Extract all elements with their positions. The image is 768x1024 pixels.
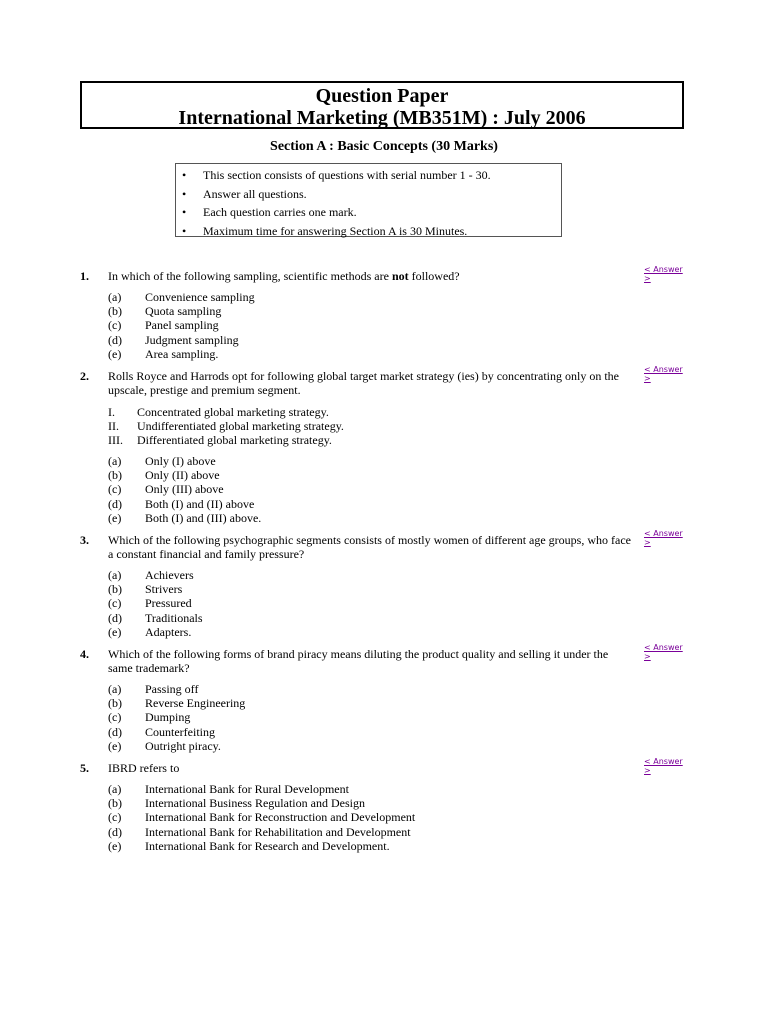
option-d: (d) Both (I) and (II) above: [108, 496, 255, 511]
question-text: Rolls Royce and Harrods opt for following global target market strategy (ies) by concentrating only on the upscale, prestige and premium segment.: [108, 369, 619, 397]
bullet-icon: •: [182, 205, 187, 219]
course-title: International Marketing (MB351M) : July 2006: [178, 107, 586, 129]
instruction-item: • Maximum time for answering Section A is 30 Minutes.: [182, 222, 561, 241]
option-b: (b) Reverse Engineering: [108, 696, 246, 711]
option-b: (b) Quota sampling: [108, 304, 222, 319]
document-title: Question Paper: [315, 85, 449, 107]
instruction-item: • This section consists of questions with serial number 1 - 30.: [182, 166, 561, 185]
instruction-item: • Each question carries one mark.: [182, 203, 561, 222]
option-b: (b) Only (II) above: [108, 468, 220, 483]
answer-link-3[interactable]: < Answer >: [644, 529, 683, 547]
bullet-icon: •: [182, 168, 187, 182]
options-list: [108, 682, 690, 753]
option-e: (e) Adapters.: [108, 624, 192, 639]
bullet-icon: •: [182, 223, 187, 238]
option-a: (a) Convenience sampling: [108, 290, 255, 304]
question-3: [80, 529, 690, 639]
statement-i: I. Concentrated global marketing strategy.: [108, 405, 329, 419]
title-box: [80, 81, 684, 129]
option-e: (e) International Bank for Research and Development.: [108, 838, 390, 853]
answer-link-5[interactable]: < Answer >: [644, 757, 683, 775]
section-heading: Section A : Basic Concepts (30 Marks): [270, 139, 498, 154]
question-number: 2.: [80, 369, 89, 383]
option-a: (a) Achievers: [108, 568, 194, 582]
option-b: (b) Strivers: [108, 582, 183, 597]
option-a: (a) Only (I) above: [108, 454, 216, 468]
answer-link-1[interactable]: < Answer >: [644, 265, 683, 283]
option-e: (e) Both (I) and (III) above.: [108, 510, 262, 525]
option-c: (c) Pressured: [108, 596, 192, 611]
question-5: [80, 757, 690, 853]
option-a: (a) Passing off: [108, 682, 199, 696]
statement-iii: III. Differentiated global marketing strategy.: [108, 433, 332, 447]
question-number: 4.: [80, 647, 89, 661]
instruction-item: • Answer all questions.: [182, 185, 561, 204]
option-b: (b) International Business Regulation and Design: [108, 796, 365, 811]
option-a: (a) International Bank for Rural Development: [108, 782, 349, 796]
option-c: (c) International Bank for Reconstruction and Development: [108, 810, 416, 825]
question-text: Which of the following forms of brand piracy means diluting the product quality and selling it under the same trademark?: [108, 647, 609, 675]
option-c: (c) Panel sampling: [108, 318, 219, 333]
option-d: (d) Judgment sampling: [108, 332, 239, 347]
statements-list: [108, 405, 690, 447]
option-d: (d) International Bank for Rehabilitation and Development: [108, 824, 411, 839]
options-list: [108, 782, 690, 853]
answer-link-4[interactable]: < Answer >: [644, 643, 683, 661]
question-number: 5.: [80, 761, 89, 775]
bullet-icon: •: [182, 186, 187, 201]
question-1: [80, 265, 690, 361]
question-number: 3.: [80, 533, 89, 547]
question-number: 1.: [80, 269, 89, 283]
option-e: (e) Outright piracy.: [108, 738, 221, 753]
question-text: In which of the following sampling, scientific methods are not followed?: [108, 269, 460, 283]
question-text: Which of the following psychographic segments consists of mostly women of different age groups, who face a constant financial and family pressure?: [108, 533, 631, 561]
option-c: (c) Dumping: [108, 710, 191, 725]
option-c: (c) Only (III) above: [108, 482, 224, 497]
statement-ii: II. Undifferentiated global marketing strategy.: [108, 419, 344, 433]
question-text: IBRD refers to: [108, 761, 180, 775]
answer-link-2[interactable]: < Answer >: [644, 365, 683, 383]
options-list: [108, 290, 690, 361]
question-4: [80, 643, 690, 753]
option-e: (e) Area sampling.: [108, 346, 219, 361]
instructions-box: [175, 163, 562, 237]
question-2: [80, 365, 690, 525]
options-list: [108, 454, 690, 525]
option-d: (d) Counterfeiting: [108, 724, 215, 739]
options-list: [108, 568, 690, 639]
option-d: (d) Traditionals: [108, 610, 203, 625]
